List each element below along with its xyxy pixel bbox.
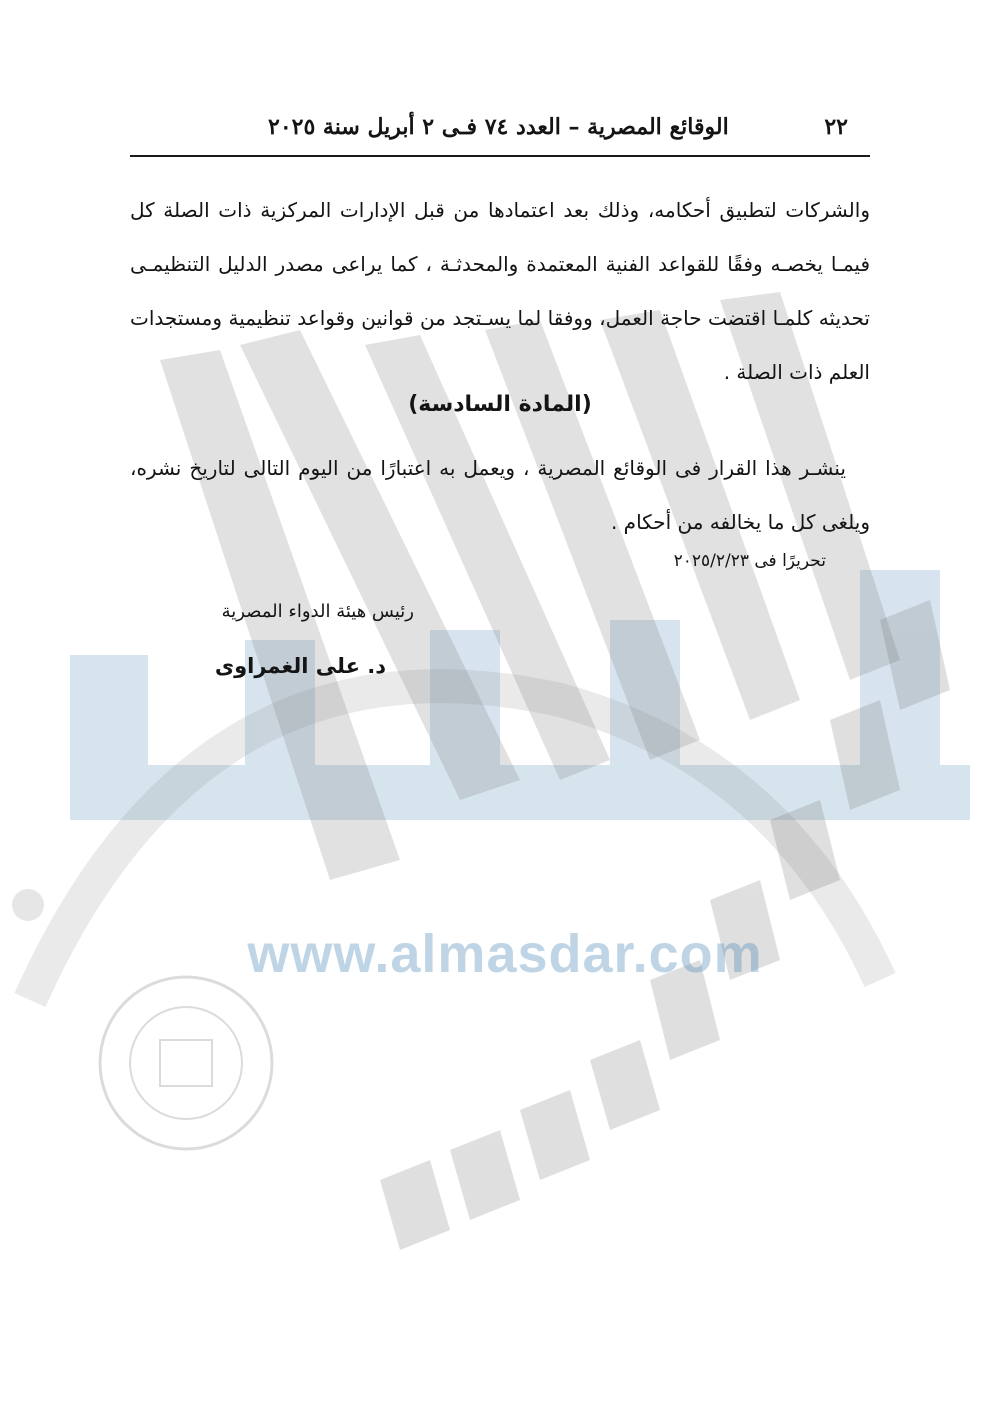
article-heading: (المادة السادسة) (408, 392, 592, 417)
watermark-url: www.almasdar.com (247, 924, 763, 984)
header-divider (130, 155, 870, 157)
body-paragraph-2: ينشـر هذا القرار فى الوقائع المصرية ، ويعمل به اعتبارًا من اليوم التالى لتاريخ نشره، ويلغى كل ما يخالفه من أحكام . (130, 456, 870, 534)
issue-date: تحريرًا فى ٢٠٢٥/٢/٢٣ (673, 551, 826, 571)
signatory-name: د. على الغمراوى (214, 654, 386, 678)
page-header (130, 110, 870, 150)
gazette-header-title: الوقائع المصرية – العدد ٧٤ فـى ٢ أبريل سنة ٢٠٢٥ (268, 114, 729, 140)
page-number: ٢٢ (824, 114, 848, 140)
signatory-title: رئيس هيئة الدواء المصرية (221, 601, 414, 622)
body-paragraph-1: والشركات لتطبيق أحكامه، وذلك بعد اعتمادها من قبل الإدارات المركزية ذات الصلة كل فيمـا يخصـه وفقًا للقواعد الفنية المعتمدة والمحدثـة ، كما يراعى مصدر الدليل التنظيمـى تحديثه كلمـا اقتضت حاجة العمل، ووفقا لما يسـتجد من قوانين وقواعد تنظيمية ومستجدات العلم ذات الصلة . (130, 198, 870, 384)
